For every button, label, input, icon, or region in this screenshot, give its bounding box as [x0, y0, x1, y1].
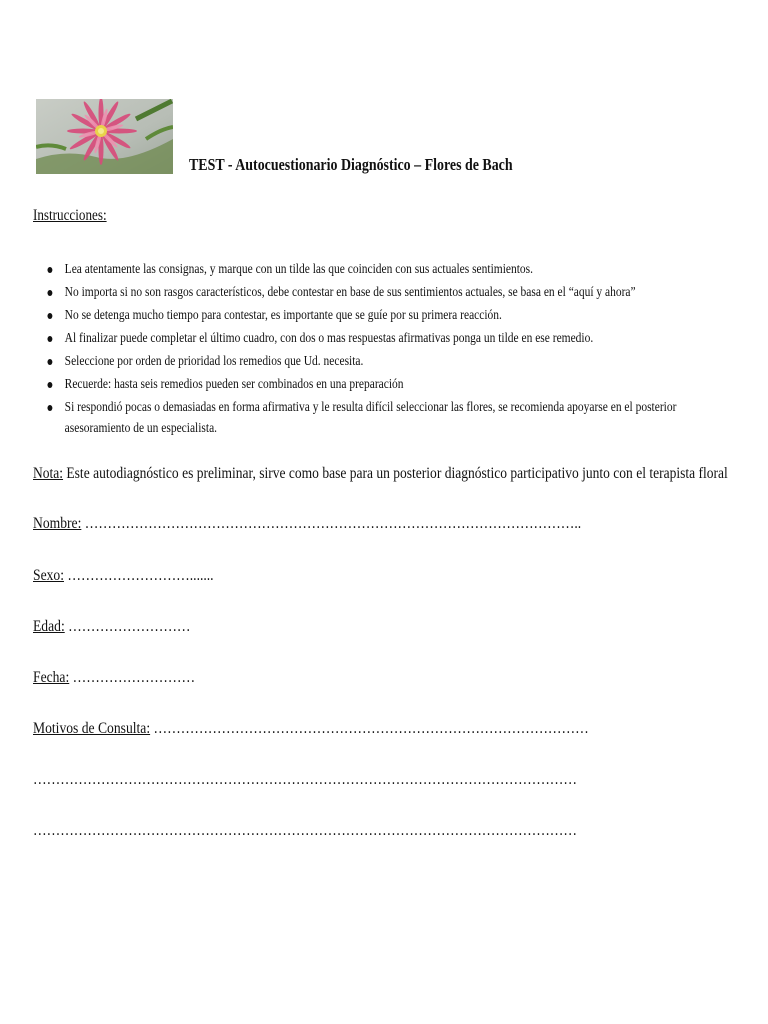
instruction-item: Seleccione por orden de prioridad los remedios que Ud. necesita. — [45, 350, 726, 373]
document-title: TEST - Autocuestionario Diagnóstico – Flores de Bach — [189, 155, 513, 174]
instructions-heading: Instrucciones: — [33, 207, 107, 224]
field-sexo[interactable] — [33, 567, 214, 585]
flower-image — [36, 99, 173, 174]
instruction-item: Al finalizar puede completar el último cuadro, con dos o mas respuestas afirmativas ponga un tilde en ese remedio. — [45, 327, 726, 350]
flower-photo-icon — [36, 99, 173, 174]
sexo-label: Sexo: — [33, 567, 64, 584]
instruction-item: Si respondió pocas o demasiadas en forma afirmativa y le resulta difícil seleccionar las flores, se recomienda apoyarse en el posterior asesoramiento de un especialista. — [45, 396, 726, 439]
note-paragraph — [33, 465, 728, 483]
nombre-label: Nombre: — [33, 515, 82, 532]
instruction-item: No importa si no son rasgos característicos, debe contestar en base de sus sentimientos actuales, se basa en el “aquí y ahora” — [45, 281, 726, 304]
edad-label: Edad: — [33, 618, 65, 635]
motivos-extra-line-2[interactable]: ………………………………………………………………………………………………………… — [33, 822, 577, 839]
nombre-blank[interactable]: ……………………………………………………………………………………………….. — [81, 515, 582, 532]
motivos-extra-line-1[interactable]: ………………………………………………………………………………………………………… — [33, 771, 577, 788]
motivos-blank[interactable]: …………………………………………………………………………………… — [150, 720, 589, 737]
field-nombre[interactable] — [33, 515, 581, 533]
note-text: Este autodiagnóstico es preliminar, sirve como base para un posterior diagnóstico participativo junto con el terapista floral — [63, 465, 728, 482]
motivos-label: Motivos de Consulta: — [33, 720, 151, 737]
fecha-label: Fecha: — [33, 669, 70, 686]
sexo-blank[interactable]: ………………………....... — [63, 567, 214, 584]
field-edad[interactable] — [33, 618, 191, 636]
instructions-list — [45, 258, 726, 439]
edad-blank[interactable]: ……………………… — [64, 618, 191, 635]
fecha-blank[interactable]: ……………………… — [69, 669, 196, 686]
field-motivos[interactable] — [33, 720, 589, 738]
instruction-item: Lea atentamente las consignas, y marque con un tilde las que coinciden con sus actuales sentimientos. — [45, 258, 726, 281]
field-fecha[interactable] — [33, 669, 195, 687]
note-label: Nota: — [33, 465, 64, 482]
instruction-item: Recuerde: hasta seis remedios pueden ser combinados en una preparación — [45, 373, 726, 396]
instruction-item: No se detenga mucho tiempo para contestar, es importante que se guíe por su primera reacción. — [45, 304, 726, 327]
